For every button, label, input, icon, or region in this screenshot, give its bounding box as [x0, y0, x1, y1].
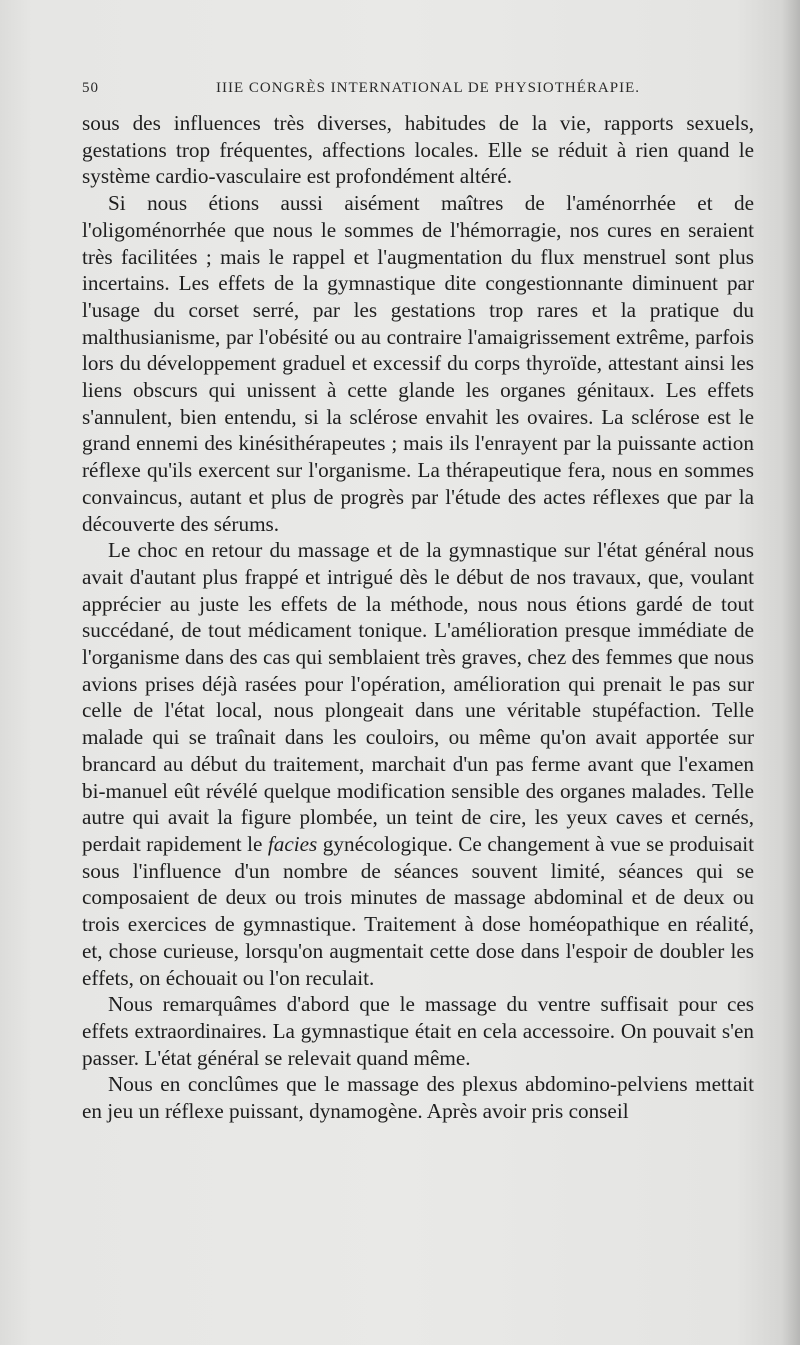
paragraph-continuation: sous des influences très diverses, habitudes de la vie, rapports sexuels, gestations trop fréquentes, affections locales. Elle se réduit à rien quand le système cardio-vasculaire est profondément altéré.: [82, 111, 754, 189]
paragraph-text-end: gynécologique. Ce changement à vue se produisait sous l'influence d'un nombre de séances souvent limité, séances qui se composaient de deux ou trois minutes de massage abdominal et de deux ou trois exercices de gymnastique. Traitement à dose homéopathique en réalité, et, chose curieuse, lorsqu'on augmentait cette dose dans l'espoir de doubler les effets, on échouait ou l'on reculait.: [82, 831, 754, 990]
body-text: [82, 110, 754, 1125]
italic-term-facies: facies: [267, 831, 318, 856]
paragraph-choc-en-retour: [82, 537, 754, 991]
paragraph-massage-du-ventre: Nous remarquâmes d'abord que le massage du ventre suffisait pour ces effets extraordinaires. La gymnastique était en cela accessoire. On pouvait s'en passer. L'état général se relevait quand même.: [82, 992, 754, 1070]
paragraph-amenorrhee: Si nous étions aussi aisément maîtres de l'aménorrhée et de l'oligoménorrhée que nous le sommes de l'hémorragie, nos cures en seraient très facilitées ; mais le rappel et l'augmentation du flux menstruel sont plus incertains. Les effets de la gymnastique dite congestionnante diminuent par l'usage du corset serré, par les gestations trop rares et la pratique du malthusianisme, par l'obésité ou au contraire l'amaigrissement extrême, parfois lors du développement graduel et excessif du corps thyroïde, attestant ainsi les liens obscurs qui unissent à cette glande les organes génitaux. Les effets s'annulent, bien entendu, si la sclérose envahit les ovaires. La sclérose est le grand ennemi des kinésithérapeutes ; mais ils l'enrayent par la puissante action réflexe qu'ils exercent sur l'organisme. La thérapeutique fera, nous en sommes convaincus, autant et plus de progrès par l'étude des actes réflexes que par la découverte des sérums.: [82, 191, 754, 536]
running-head: [82, 80, 742, 104]
running-title: IIIE CONGRÈS INTERNATIONAL DE PHYSIOTHÉRAPIE.: [216, 80, 640, 96]
page-edge-shadow: [782, 0, 800, 1345]
paragraph-text-start: Le choc en retour du massage et de la gymnastique sur l'état général nous avait d'autant plus frappé et intrigué dès le début de nos travaux, que, voulant apprécier au juste les effets de la méthode, nous nous étions gardé de tout succédané, de tout médicament tonique. L'amélioration presque immédiate de l'organisme dans des cas qui semblaient très graves, chez des femmes que nous avions prises déjà rasées pour l'opération, amélioration qui prenait le pas sur celle de l'état local, nous plongeait dans une véritable stupéfaction. Telle malade qui se traînait dans les couloirs, ou même qu'on avait apportée sur brancard au début du traitement, marchait d'un pas ferme avant que l'examen bi-manuel eût révélé quelque modification sensible des organes malades. Telle autre qui avait la figure plombée, un teint de cire, les yeux caves et cernés, perdait rapidement le: [82, 538, 754, 856]
page-number: 50: [82, 80, 99, 96]
paragraph-conclusion: Nous en conclûmes que le massage des plexus abdomino-pelviens mettait en jeu un réflexe puissant, dynamogène. Après avoir pris conseil: [82, 1072, 754, 1124]
